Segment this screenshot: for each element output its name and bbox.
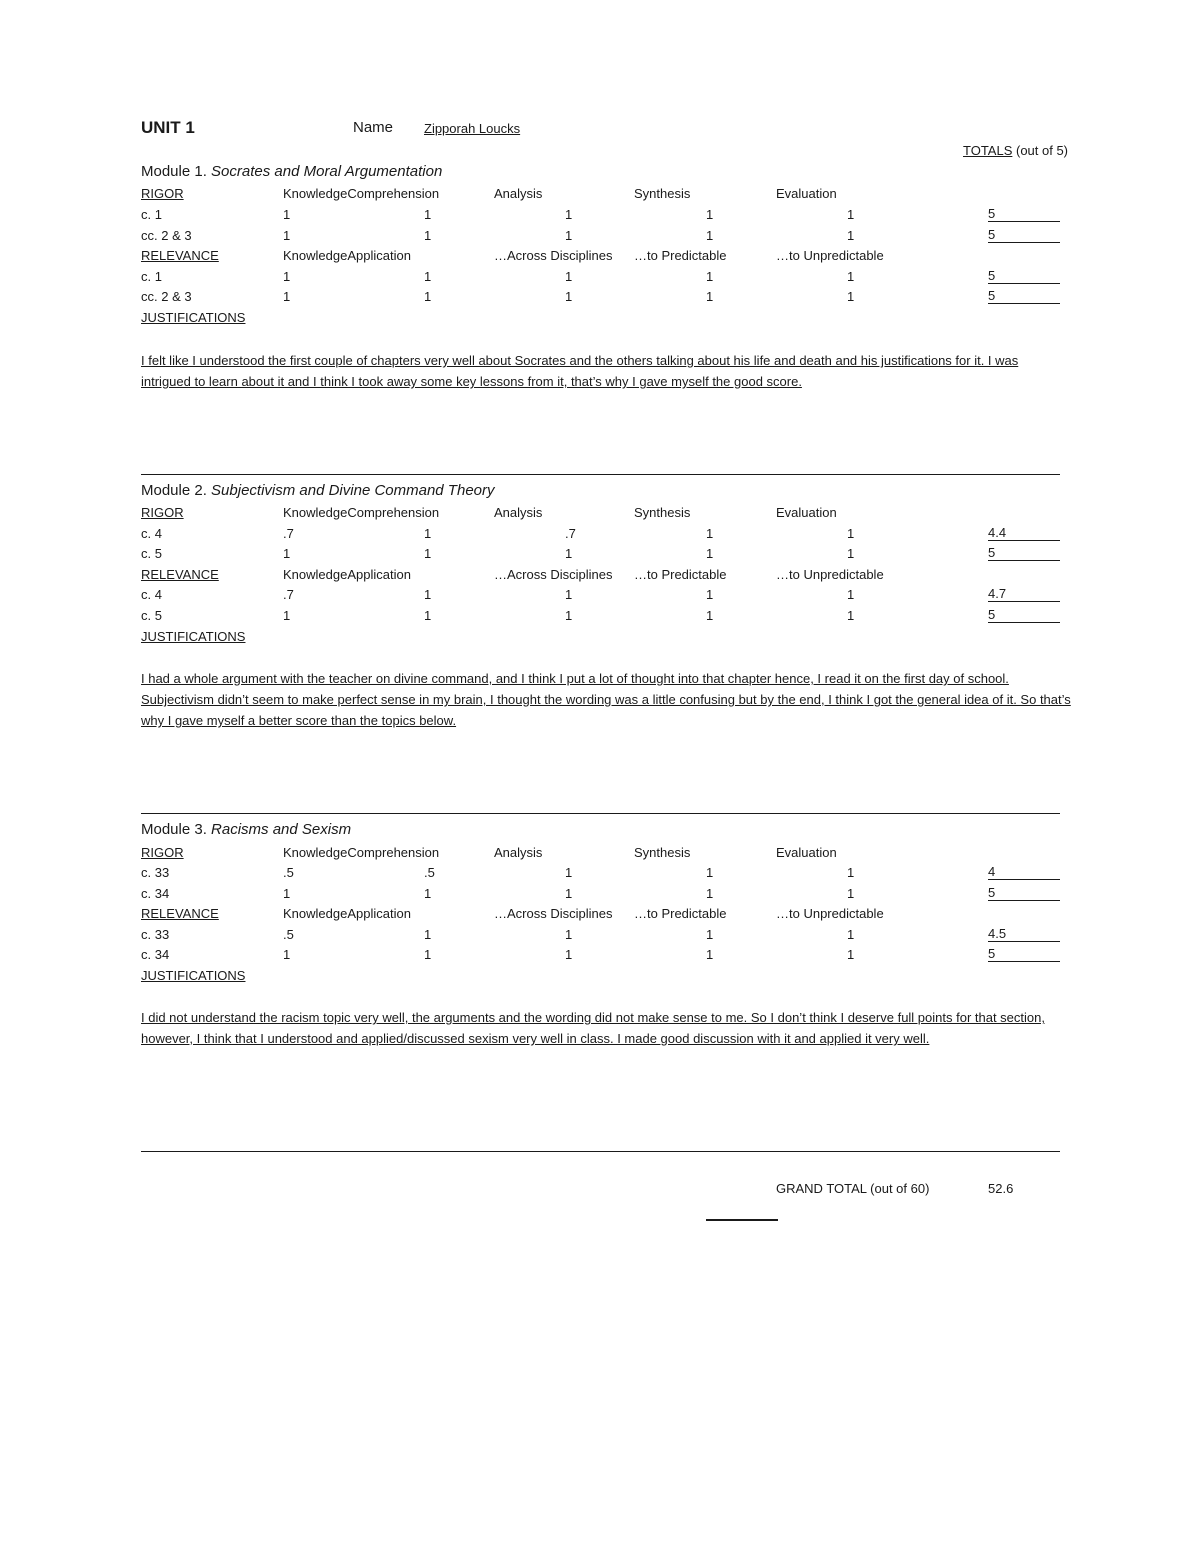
- score-cell: 1: [706, 865, 714, 880]
- score-cell: 1: [706, 526, 714, 541]
- column-header: …to Predictable: [634, 567, 727, 582]
- row-label: c. 5: [141, 608, 162, 623]
- score-cell: 1: [283, 947, 291, 962]
- column-header: Synthesis: [634, 505, 691, 520]
- score-cell: 1: [565, 228, 573, 243]
- row-total: 5: [988, 228, 1060, 243]
- score-cell: 1: [424, 289, 432, 304]
- column-header: …Across Disciplines: [494, 906, 613, 921]
- module-name: Subjectivism and Divine Command Theory: [211, 482, 495, 499]
- row-label: c. 4: [141, 526, 162, 541]
- score-cell: 1: [706, 269, 714, 284]
- column-header: …Across Disciplines: [494, 248, 613, 263]
- score-cell: .5: [283, 865, 294, 880]
- row-label: c. 1: [141, 207, 162, 222]
- score-cell: 1: [847, 289, 855, 304]
- justification-text: I felt like I understood the first couple of chapters very well about Socrates and the others talking about his life and death and his justifications for it. I was intrigued to learn about it and I think I took away some key lessons from it, that’s why I gave myself the good score.: [141, 353, 1019, 389]
- score-cell: 1: [283, 608, 291, 623]
- score-cell: 1: [706, 207, 714, 222]
- score-row: [0, 207, 1200, 225]
- score-row: [0, 546, 1200, 564]
- score-cell: 1: [424, 269, 432, 284]
- score-row: [0, 269, 1200, 287]
- module-title: [141, 821, 351, 838]
- column-header: Analysis: [494, 186, 543, 201]
- rigor-label: RIGOR: [141, 505, 184, 520]
- column-header: …to Predictable: [634, 248, 727, 263]
- row-label: c. 34: [141, 947, 170, 962]
- relevance-header-row: [0, 567, 1200, 585]
- relevance-label: RELEVANCE: [141, 248, 219, 263]
- row-total: 4.5: [988, 927, 1060, 942]
- score-cell: 1: [424, 587, 432, 602]
- row-label: c. 33: [141, 865, 170, 880]
- row-label: cc. 2 & 3: [141, 289, 192, 304]
- score-cell: 1: [424, 526, 432, 541]
- score-row: [0, 289, 1200, 307]
- row-total: 4.4: [988, 526, 1060, 541]
- score-cell: 1: [706, 886, 714, 901]
- score-cell: 1: [847, 865, 855, 880]
- module-name: Racisms and Sexism: [211, 821, 352, 838]
- module-prefix: Module 1.: [141, 163, 212, 180]
- section-divider: [141, 813, 1060, 814]
- rigor-header-row: [0, 505, 1200, 523]
- column-header: …Across Disciplines: [494, 567, 613, 582]
- row-label: c. 34: [141, 886, 170, 901]
- unit-title: UNIT 1: [141, 118, 195, 137]
- column-header: KnowledgeApplication: [283, 567, 411, 582]
- column-header: Analysis: [494, 505, 543, 520]
- score-cell: 1: [847, 927, 855, 942]
- grand-total-value: 52.6: [988, 1181, 1014, 1196]
- column-header: …to Unpredictable: [776, 906, 884, 921]
- score-cell: 1: [565, 207, 573, 222]
- rigor-label: RIGOR: [141, 186, 184, 201]
- score-cell: 1: [565, 269, 573, 284]
- score-cell: 1: [424, 228, 432, 243]
- row-total: 4.7: [988, 587, 1060, 602]
- score-row: [0, 947, 1200, 965]
- row-total: 5: [988, 608, 1060, 623]
- score-cell: 1: [565, 927, 573, 942]
- score-row: [0, 526, 1200, 544]
- justifications-label: JUSTIFICATIONS: [141, 310, 246, 325]
- column-header: KnowledgeApplication: [283, 248, 411, 263]
- section-divider: [141, 474, 1060, 475]
- score-cell: 1: [424, 947, 432, 962]
- score-cell: 1: [565, 886, 573, 901]
- score-cell: 1: [565, 587, 573, 602]
- score-cell: 1: [424, 927, 432, 942]
- rigor-label: RIGOR: [141, 845, 184, 860]
- score-cell: 1: [283, 546, 291, 561]
- justification-text: I did not understand the racism topic very well, the arguments and the wording did not make sense to me. So I don’t think I deserve full points for that section, however, I think that I understood and applied/discussed sexism very well in class. I made good discussion with it and applied it very well.: [141, 1010, 1045, 1046]
- totals-label: TOTALS: [963, 143, 1013, 158]
- column-header: KnowledgeComprehension: [283, 505, 440, 520]
- rigor-header-row: [0, 186, 1200, 204]
- score-row: [0, 927, 1200, 945]
- column-header: Evaluation: [776, 186, 837, 201]
- score-row: [0, 587, 1200, 605]
- grand-total-label: GRAND TOTAL (out of 60): [776, 1181, 930, 1196]
- score-cell: 1: [424, 207, 432, 222]
- column-header: Analysis: [494, 845, 543, 860]
- module-name: Socrates and Moral Argumentation: [211, 163, 443, 180]
- score-cell: 1: [565, 947, 573, 962]
- score-cell: .5: [424, 865, 435, 880]
- score-cell: 1: [847, 947, 855, 962]
- column-header: KnowledgeComprehension: [283, 186, 440, 201]
- score-cell: 1: [283, 886, 291, 901]
- column-header: …to Unpredictable: [776, 567, 884, 582]
- score-row: [0, 228, 1200, 246]
- row-label: cc. 2 & 3: [141, 228, 192, 243]
- score-cell: 1: [283, 207, 291, 222]
- row-total: 5: [988, 546, 1060, 561]
- score-cell: 1: [565, 608, 573, 623]
- row-total: 5: [988, 886, 1060, 901]
- section-divider: [141, 1151, 1060, 1152]
- rigor-header-row: [0, 845, 1200, 863]
- column-header: Evaluation: [776, 845, 837, 860]
- score-cell: .5: [283, 927, 294, 942]
- score-row: [0, 608, 1200, 626]
- score-cell: .7: [565, 526, 576, 541]
- column-header: KnowledgeComprehension: [283, 845, 440, 860]
- module-title: [141, 482, 495, 499]
- module-title: [141, 163, 442, 180]
- row-total: 5: [988, 269, 1060, 284]
- score-cell: 1: [706, 947, 714, 962]
- row-total: 5: [988, 289, 1060, 304]
- score-cell: 1: [424, 546, 432, 561]
- score-cell: 1: [565, 289, 573, 304]
- column-header: …to Predictable: [634, 906, 727, 921]
- score-cell: 1: [847, 269, 855, 284]
- totals-suffix: (out of 5): [1012, 143, 1069, 158]
- column-header: Synthesis: [634, 186, 691, 201]
- row-total: 4: [988, 865, 1060, 880]
- signature-line: [706, 1219, 778, 1221]
- row-total: 5: [988, 207, 1060, 222]
- score-cell: 1: [565, 865, 573, 880]
- score-row: [0, 865, 1200, 883]
- score-cell: 1: [847, 587, 855, 602]
- row-label: c. 5: [141, 546, 162, 561]
- score-cell: 1: [283, 269, 291, 284]
- score-cell: 1: [847, 886, 855, 901]
- score-cell: 1: [283, 289, 291, 304]
- row-label: c. 4: [141, 587, 162, 602]
- score-cell: 1: [283, 228, 291, 243]
- row-label: c. 1: [141, 269, 162, 284]
- justifications-label: JUSTIFICATIONS: [141, 968, 246, 983]
- score-cell: 1: [847, 608, 855, 623]
- score-cell: 1: [424, 886, 432, 901]
- module-prefix: Module 2.: [141, 482, 212, 499]
- column-header: Evaluation: [776, 505, 837, 520]
- relevance-header-row: [0, 906, 1200, 924]
- score-cell: .7: [283, 526, 294, 541]
- score-cell: 1: [706, 608, 714, 623]
- justification-text: I had a whole argument with the teacher on divine command, and I think I put a lot of thought into that chapter hence, I read it on the first day of school. Subjectivism didn’t seem to make perfect sense in my brain, I thought the wording was a little confusing but by the end, I think I got the general idea of it. So that’s why I gave myself a better score than the topics below.: [141, 671, 1071, 728]
- score-cell: 1: [706, 289, 714, 304]
- score-cell: 1: [847, 207, 855, 222]
- score-cell: 1: [424, 608, 432, 623]
- column-header: Synthesis: [634, 845, 691, 860]
- score-cell: 1: [706, 546, 714, 561]
- score-cell: 1: [847, 546, 855, 561]
- justifications-label: JUSTIFICATIONS: [141, 629, 246, 644]
- module-prefix: Module 3.: [141, 821, 212, 838]
- score-cell: 1: [706, 228, 714, 243]
- totals-heading: [963, 143, 1068, 158]
- relevance-label: RELEVANCE: [141, 567, 219, 582]
- name-label: Name: [353, 119, 394, 136]
- relevance-label: RELEVANCE: [141, 906, 219, 921]
- score-cell: 1: [847, 228, 855, 243]
- name-value: Zipporah Loucks: [424, 121, 521, 136]
- score-cell: 1: [706, 587, 714, 602]
- score-cell: .7: [283, 587, 294, 602]
- row-label: c. 33: [141, 927, 170, 942]
- column-header: …to Unpredictable: [776, 248, 884, 263]
- relevance-header-row: [0, 248, 1200, 266]
- score-cell: 1: [565, 546, 573, 561]
- column-header: KnowledgeApplication: [283, 906, 411, 921]
- row-total: 5: [988, 947, 1060, 962]
- score-row: [0, 886, 1200, 904]
- score-cell: 1: [706, 927, 714, 942]
- score-cell: 1: [847, 526, 855, 541]
